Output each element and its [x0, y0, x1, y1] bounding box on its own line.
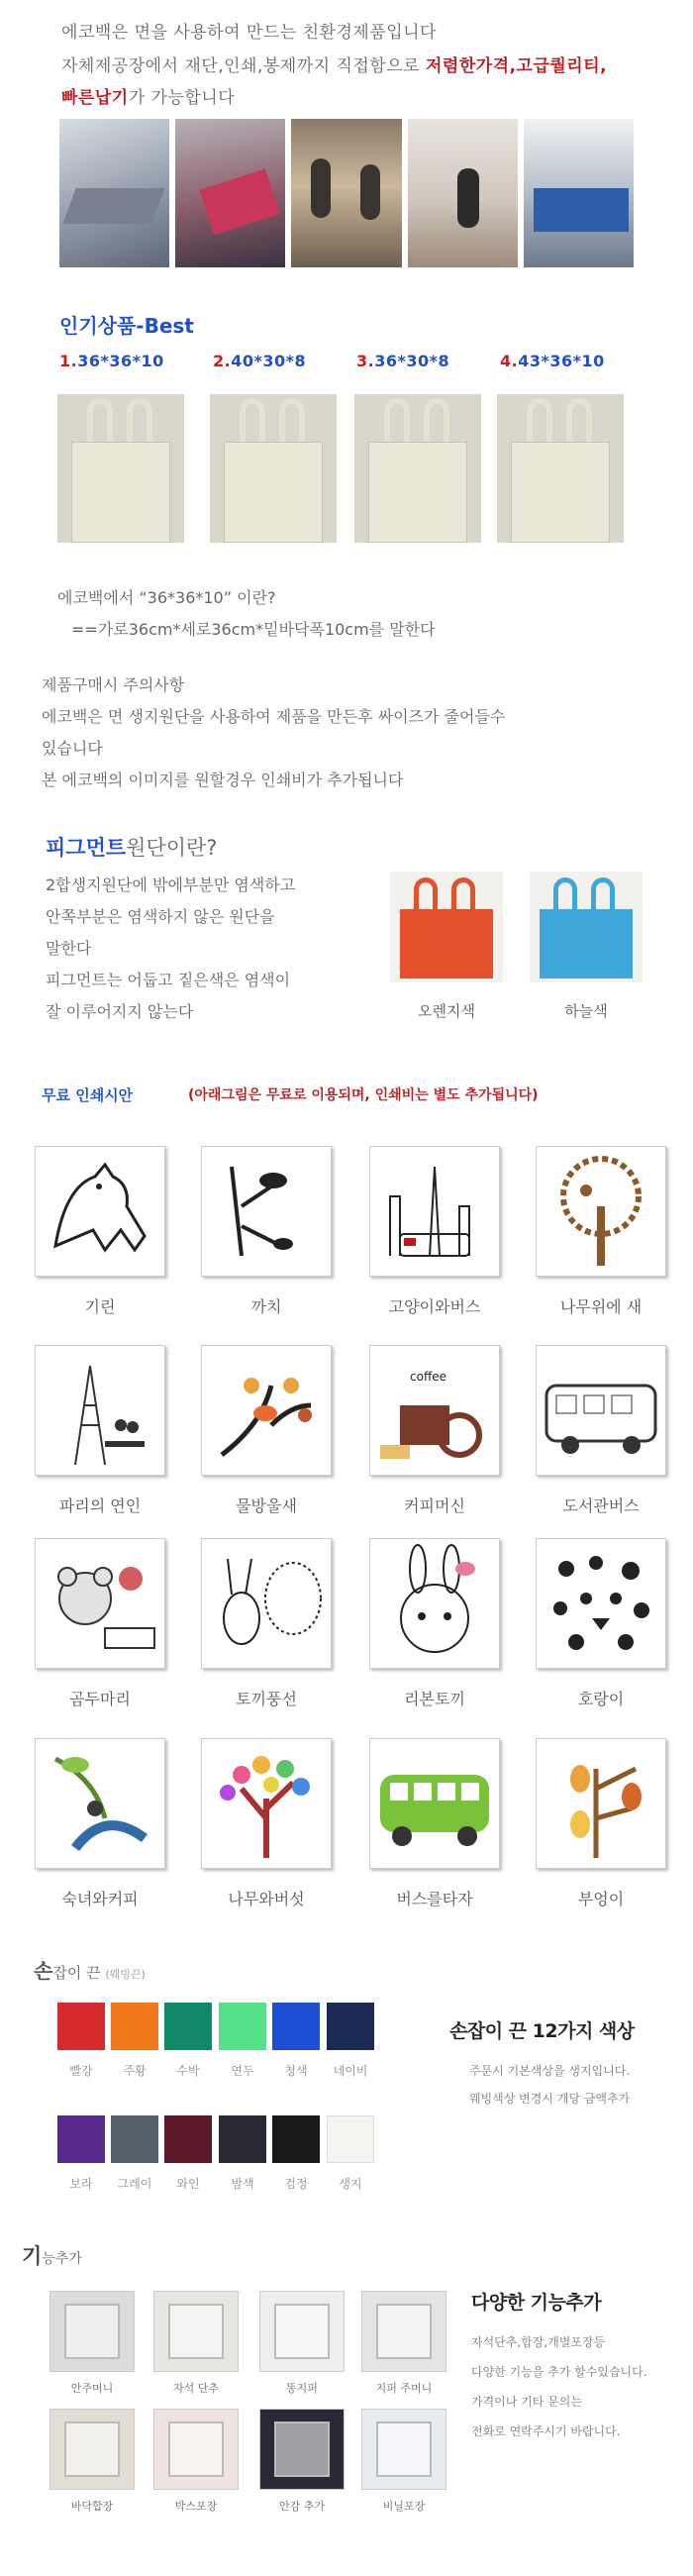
best-num-3: 3.: [356, 352, 375, 370]
ribbon-rabbit-icon: [370, 1539, 499, 1669]
features-title: [22, 2240, 82, 2270]
size-question: 에코백에서 “36*36*10” 이란?: [57, 588, 276, 607]
handle-swatch[interactable]: [219, 2003, 266, 2050]
features-note-1: 자석단추,합장,개별포장등: [471, 2335, 606, 2349]
design-card-tree-bird[interactable]: [536, 1146, 666, 1277]
feature-photo: [274, 2304, 330, 2359]
feature-card[interactable]: [153, 2409, 239, 2490]
design-card-rabbit-balloon[interactable]: [201, 1538, 332, 1669]
feature-card[interactable]: [361, 2409, 446, 2490]
feature-card[interactable]: [50, 2409, 135, 2490]
handle-swatch[interactable]: [272, 2003, 320, 2050]
handle-swatch-label: 네이비: [333, 2064, 368, 2078]
design-name: 리본토끼: [404, 1690, 465, 1708]
handle-swatch[interactable]: [327, 2003, 374, 2050]
free-print-title: 무료 인쇄시안: [42, 1086, 134, 1104]
design-name: 버스를타자: [396, 1890, 473, 1908]
best-bag-4[interactable]: [497, 394, 624, 543]
design-name: 호랑이: [577, 1690, 625, 1708]
intro-line-3: [61, 83, 235, 108]
design-name: 커피머신: [404, 1496, 465, 1515]
intro-line-2-text: 자체제공장에서 재단,인쇄,봉제까지 직접함으로: [61, 56, 426, 76]
design-name: 까치: [250, 1297, 282, 1316]
pigment-line-3: 말한다: [46, 939, 92, 958]
best-size-value-3: 36*30*8: [374, 352, 450, 370]
handle-swatch[interactable]: [219, 2115, 266, 2163]
design-name: 도서관버스: [562, 1496, 640, 1515]
notice-line-4: 본 에코백의 이미지를 원할경우 인쇄비가 추가됩니다: [42, 771, 404, 789]
handle-swatch-label: 밤색: [231, 2177, 254, 2191]
notice-line-2: 에코백은 면 생지원단을 사용하여 제품을 만든후 싸이즈가 줄어들수: [42, 707, 506, 726]
feature-card[interactable]: [259, 2409, 345, 2490]
handles-title: [34, 1955, 146, 1984]
factory-photo-strip: [59, 119, 634, 267]
best-num-2: 2.: [213, 352, 232, 370]
feature-card[interactable]: [259, 2291, 345, 2372]
handles-headline: 손잡이 끈 12가지 색상: [449, 2020, 635, 2042]
pigment-line-2: 안쪽부분은 염색하지 않은 원단을: [46, 907, 275, 926]
handle-swatch-label: 생지: [339, 2177, 362, 2191]
design-card-lady-coffee[interactable]: [35, 1738, 165, 1869]
intro-line-3-text: 가 가능합니다: [128, 88, 236, 108]
handles-note-2: 웨빙색상 변경시 개당 금액추가: [469, 2092, 631, 2106]
handle-swatch[interactable]: [111, 2003, 158, 2050]
handle-swatch[interactable]: [111, 2115, 158, 2163]
handle-swatch[interactable]: [57, 2115, 105, 2163]
handles-note-1: 주문시 기본색상을 생지입니다.: [469, 2064, 631, 2078]
owl-icon: [537, 1739, 665, 1869]
design-card-library-bus[interactable]: [536, 1345, 666, 1476]
design-card-tree-mushroom[interactable]: [201, 1738, 332, 1869]
factory-photo-machine: [524, 119, 634, 267]
rabbit-balloon-icon: [202, 1539, 331, 1669]
factory-photo-cutting: [59, 119, 169, 267]
droplet-bird-icon: [202, 1346, 331, 1476]
features-headline: 다양한 기능추가: [471, 2292, 602, 2314]
feature-photo: [376, 2304, 432, 2359]
features-note-3: 가격이나 기타 문의는: [471, 2395, 582, 2409]
pigment-bag-orange[interactable]: [390, 872, 503, 982]
feature-card[interactable]: [153, 2291, 239, 2372]
features-note-4: 전화로 연락주시기 바랍니다.: [471, 2424, 621, 2438]
design-name: 숙녀와커피: [61, 1890, 139, 1908]
design-name: 나무위에 새: [559, 1297, 643, 1316]
handles-title-note: (웨빙끈): [105, 1968, 146, 1981]
notice-title: 제품구매시 주의사항: [42, 675, 185, 694]
feature-photo: [376, 2421, 432, 2477]
design-name: 곰두마리: [69, 1690, 131, 1708]
size-answer: ==가로36cm*세로36cm*밑바닥폭10cm를 말한다: [71, 620, 436, 639]
design-card-giraffe[interactable]: [35, 1146, 165, 1277]
feature-label: 자석 단추: [172, 2382, 219, 2395]
eiffel-icon: [36, 1346, 164, 1476]
handle-swatch-label: 보라: [69, 2177, 93, 2191]
design-name: 기린: [84, 1297, 116, 1316]
best-size-2: [213, 352, 306, 370]
feature-photo: [168, 2304, 224, 2359]
pigment-title: [46, 832, 217, 862]
design-card-ribbon-rabbit[interactable]: [369, 1538, 500, 1669]
magpie-icon: [202, 1147, 331, 1277]
coffee-machine-icon: [370, 1346, 499, 1476]
best-bag-3[interactable]: [354, 394, 481, 543]
design-card-bears[interactable]: [35, 1538, 165, 1669]
design-name: 토끼풍선: [236, 1690, 297, 1708]
pigment-bag-orange-label: 오렌지색: [418, 1002, 475, 1020]
tree-mushroom-icon: [202, 1739, 331, 1869]
feature-photo: [168, 2421, 224, 2477]
pigment-line-4: 피그먼트는 어둡고 짙은색은 염색이: [46, 971, 291, 989]
tree-bird-icon: [537, 1147, 665, 1277]
best-size-value-1: 36*36*10: [77, 352, 164, 370]
pigment-title-strong: 피그먼트: [46, 836, 127, 860]
handle-swatch-label: 청색: [284, 2064, 308, 2078]
design-name: 부엉이: [577, 1890, 625, 1908]
design-card-coffee-machine[interactable]: [369, 1345, 500, 1476]
handle-swatch[interactable]: [327, 2115, 374, 2163]
best-size-value-2: 40*30*8: [231, 352, 307, 370]
design-card-green-bus[interactable]: [369, 1738, 500, 1869]
intro-highlight-fast: 빠른납기: [61, 88, 129, 108]
design-name: 고양이와버스: [388, 1297, 481, 1316]
handle-swatch[interactable]: [272, 2115, 320, 2163]
intro-line-2: [61, 52, 607, 76]
design-card-droplet-bird[interactable]: [201, 1345, 332, 1476]
factory-photo-sewing: [291, 119, 401, 267]
best-num-4: 4.: [500, 352, 519, 370]
library-bus-icon: [537, 1346, 665, 1476]
best-title: 인기상품-Best: [59, 314, 194, 338]
design-card-eiffel[interactable]: [35, 1345, 165, 1476]
handles-title-small: 잡이 끈: [52, 1964, 101, 1982]
pigment-bag-skyblue-label: 하늘색: [564, 1002, 608, 1020]
pigment-line-5: 잘 이루어지지 않는다: [46, 1002, 194, 1021]
design-card-magpie[interactable]: [201, 1146, 332, 1277]
tiger-icon: [537, 1539, 665, 1669]
feature-label: 박스포장: [174, 2500, 218, 2513]
handle-swatch-label: 검정: [284, 2177, 308, 2191]
feature-photo: [274, 2421, 330, 2477]
best-num-1: 1.: [59, 352, 78, 370]
feature-label: 바닥합장: [70, 2500, 114, 2513]
feature-label: 지퍼 주머니: [375, 2382, 433, 2395]
design-name: 나무와버섯: [228, 1890, 305, 1908]
feature-label: 똥지퍼: [286, 2382, 318, 2395]
feature-photo: [64, 2421, 120, 2477]
handle-swatch[interactable]: [164, 2003, 212, 2050]
handle-swatch-label: 수박: [176, 2064, 200, 2078]
pigment-line-1: 2합생지원단에 밖에부분만 염색하고: [46, 876, 296, 894]
handle-swatch-label: 연두: [231, 2064, 254, 2078]
handle-swatch-label: 주황: [123, 2064, 147, 2078]
features-title-big: 기: [22, 2244, 43, 2268]
free-print-note: (아래그림은 무료로 이용되며, 인쇄비는 별도 추가됩니다): [188, 1087, 539, 1103]
design-name: 파리의 연인: [58, 1496, 142, 1515]
handle-swatch-label: 그레이: [117, 2177, 152, 2191]
giraffe-icon: [36, 1147, 164, 1277]
best-bag-1[interactable]: [57, 394, 184, 543]
notice-line-3: 있습니다: [42, 739, 103, 758]
design-card-cat-bus[interactable]: [369, 1146, 500, 1277]
best-size-1: [59, 352, 164, 370]
best-size-value-4: 43*36*10: [518, 352, 605, 370]
feature-label: 안주머니: [70, 2382, 114, 2395]
feature-card[interactable]: [50, 2291, 135, 2372]
lady-coffee-icon: [36, 1739, 164, 1869]
feature-photo: [64, 2304, 120, 2359]
design-card-owl[interactable]: [536, 1738, 666, 1869]
best-size-4: [500, 352, 605, 370]
pigment-bag-skyblue[interactable]: [530, 872, 643, 982]
feature-label: 안감 추가: [278, 2500, 325, 2513]
handle-swatch-label: 와인: [176, 2177, 200, 2191]
bears-icon: [36, 1539, 164, 1669]
design-card-tiger[interactable]: [536, 1538, 666, 1669]
feature-card[interactable]: [361, 2291, 446, 2372]
factory-photo-workers: [408, 119, 518, 267]
best-bag-2[interactable]: [210, 394, 337, 543]
factory-photo-printing: [175, 119, 285, 267]
handles-title-big: 손: [34, 1959, 53, 1983]
intro-line-1: 에코백은 면을 사용하여 만드는 친환경제품입니다: [61, 23, 437, 43]
pigment-title-rest: 원단이란?: [126, 836, 218, 860]
green-bus-icon: [370, 1739, 499, 1869]
handle-swatch-label: 빨강: [69, 2064, 93, 2078]
features-title-small: 능추가: [42, 2251, 82, 2267]
best-size-3: [356, 352, 449, 370]
svg-text:coffee: coffee: [410, 1370, 446, 1384]
cat-bus-icon: [370, 1147, 499, 1277]
handle-swatch[interactable]: [57, 2003, 105, 2050]
handle-swatch[interactable]: [164, 2115, 212, 2163]
design-name: 물방울새: [236, 1496, 297, 1515]
intro-highlight: 저렴한가격,고급퀄리티,: [425, 56, 608, 76]
features-note-2: 다양한 기능을 추가 할수있습니다.: [471, 2365, 647, 2379]
feature-label: 비닐포장: [382, 2500, 426, 2513]
